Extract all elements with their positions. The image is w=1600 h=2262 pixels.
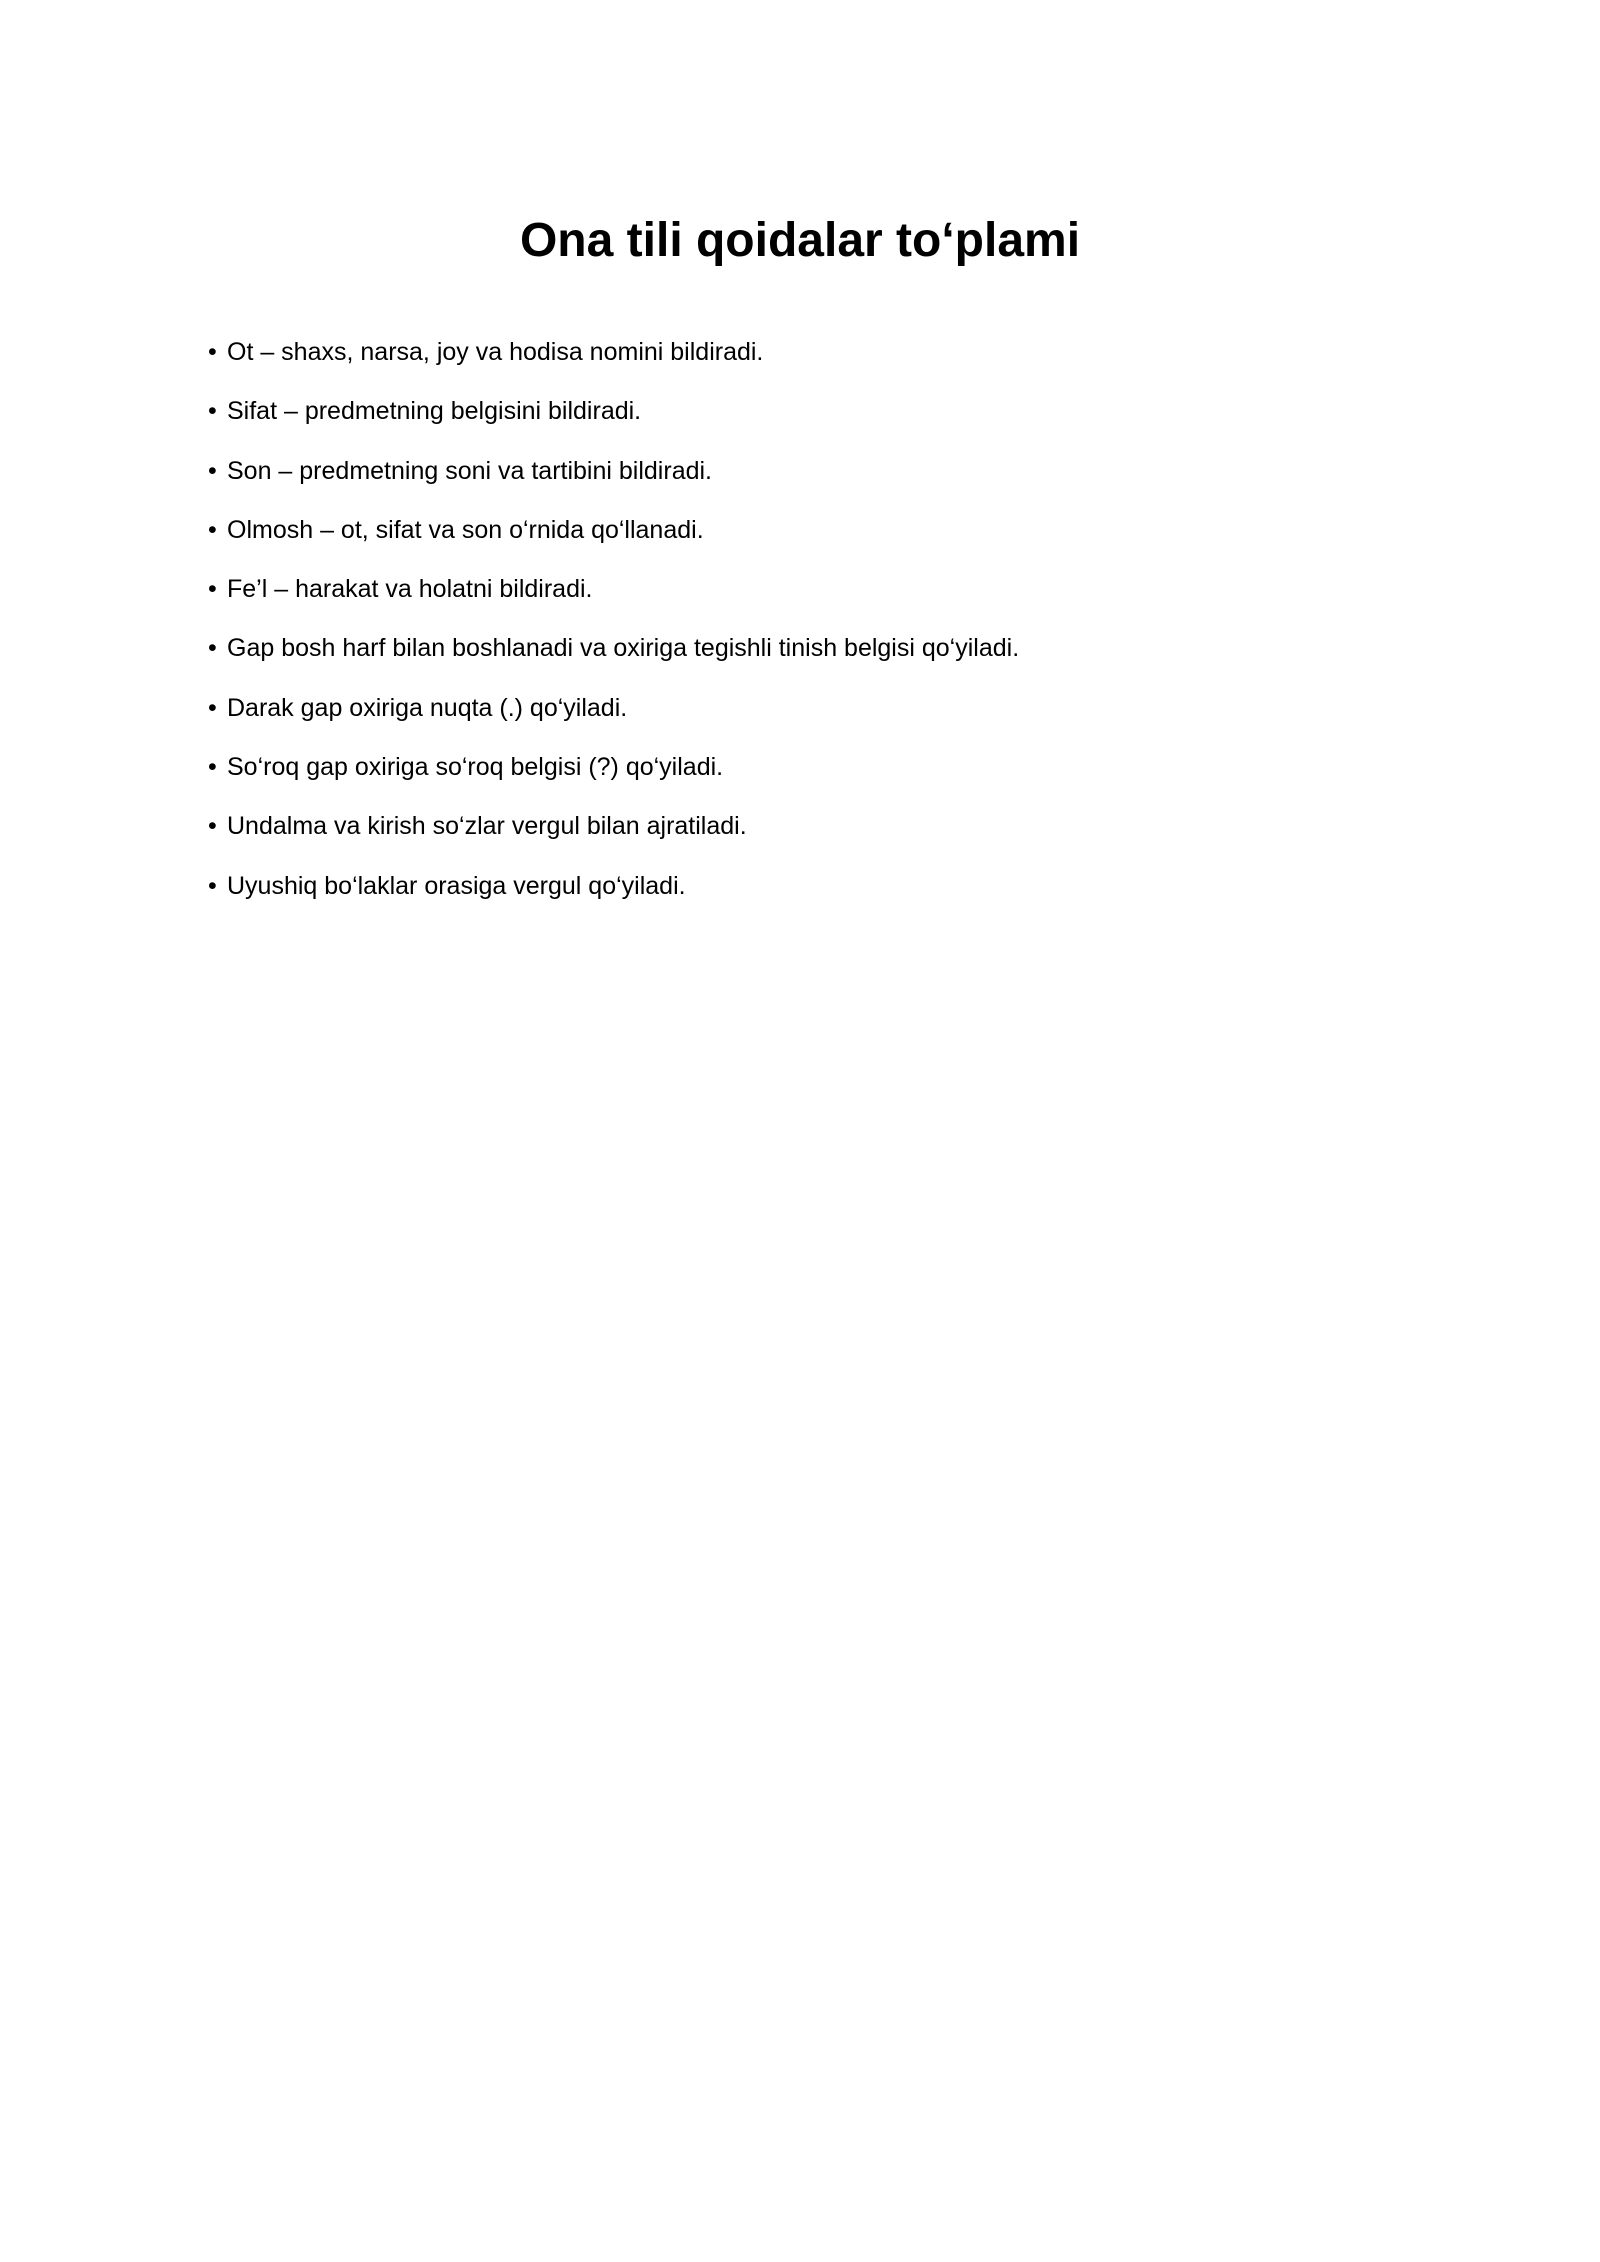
list-item (208, 806, 1019, 865)
list-item (208, 628, 1019, 687)
rule-text: Uyushiq bo‘laklar orasiga vergul qo‘yiladi. (227, 871, 686, 900)
bullet-icon: • (208, 812, 217, 841)
list-item (208, 332, 1019, 391)
rule-text: Son – predmetning soni va tartibini bildiradi. (227, 456, 712, 485)
rule-text: Undalma va kirish so‘zlar vergul bilan ajratiladi. (227, 812, 747, 841)
bullet-icon: • (208, 634, 217, 663)
bullet-icon: • (208, 338, 217, 366)
rule-text: Sifat – predmetning belgisini bildiradi. (227, 397, 642, 426)
list-item (208, 747, 1019, 806)
bullet-icon: • (208, 515, 217, 544)
rule-text: Olmosh – ot, sifat va son o‘rnida qo‘llanadi. (227, 515, 704, 544)
bullet-icon: • (208, 456, 217, 485)
rule-text: Fe’l – harakat va holatni bildiradi. (227, 575, 593, 604)
document-title: Ona tili qoidalar to‘plami (519, 214, 1081, 267)
bullet-icon: • (208, 397, 217, 426)
rule-text: So‘roq gap oxiriga so‘roq belgisi (?) qo‘yiladi. (227, 753, 724, 782)
list-item (208, 866, 1019, 925)
list-item (208, 451, 1019, 510)
list-item (208, 688, 1019, 747)
bullet-icon: • (208, 871, 217, 900)
bullet-icon: • (208, 753, 217, 782)
rule-text: Gap bosh harf bilan boshlanadi va oxiriga tegishli tinish belgisi qo‘yiladi. (227, 634, 1020, 663)
list-item (208, 391, 1019, 450)
rule-text: Darak gap oxiriga nuqta (.) qo‘yiladi. (227, 693, 628, 722)
rule-text: Ot – shaxs, narsa, joy va hodisa nomini bildiradi. (227, 338, 764, 366)
bullet-icon: • (208, 693, 217, 722)
list-item (208, 510, 1019, 569)
bullet-icon: • (208, 575, 217, 604)
rules-list (208, 332, 1019, 925)
list-item (208, 569, 1019, 628)
